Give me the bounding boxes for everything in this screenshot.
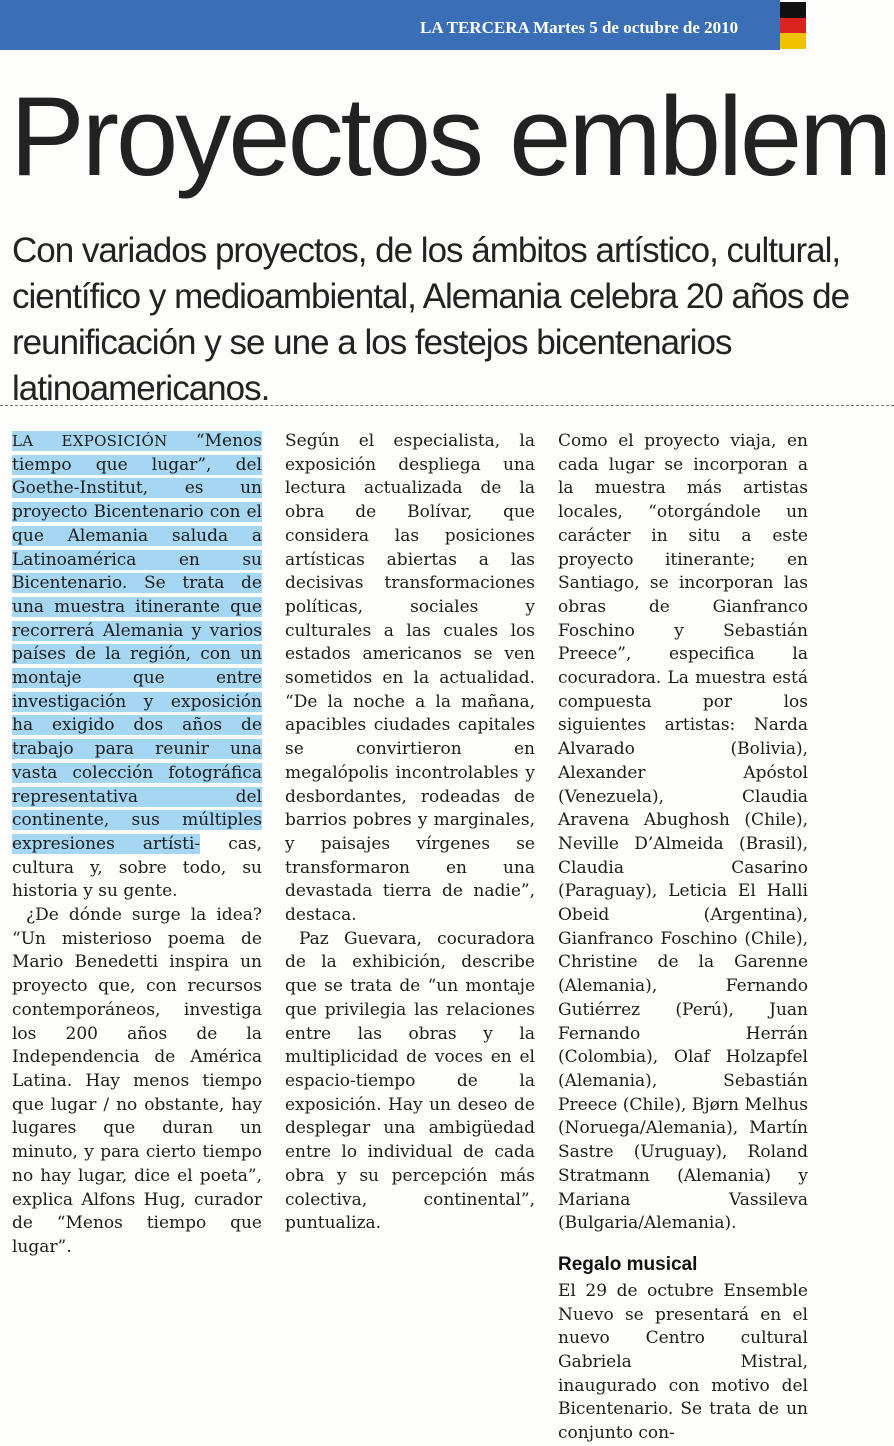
headline: Proyectos emblem: [10, 74, 890, 199]
lead-highlight-text: “Menos tiempo que lugar”, del Goethe-Institut, es un proyecto Bicentenario con el que Alemania saluda a Latinoamérica en su Bicentenario. Se trata de una muestra itinerante que recorrerá Alemania y varios países de la región, con un montaje que entre investigación y exposición ha exigido dos años de trabajo para reunir una vasta colección fotográfica representativa del continente, sus múltiples expresiones artísti-: [12, 431, 262, 854]
newspaper-name: LA TERCERA: [420, 18, 529, 37]
paragraph-2: ¿De dónde surge la idea? “Un misterioso poema de Mario Benedetti inspira un proyecto que, con recursos contemporáneos, investiga los 200 años de la Independencia de América Latina. Hay menos tiempo que lugar / no obstante, hay lugares que duran un minuto, y para cierto tiempo no hay lugar, dice el poeta”, explica Alfons Hug, curador de “Menos tiempo que lugar”.: [12, 905, 262, 1257]
article-column-2: [285, 430, 535, 1234]
lead-caps: LA EXPOSICIÓN: [12, 432, 168, 450]
section-header-band: [0, 0, 780, 50]
divider: [0, 405, 894, 406]
newspaper-dateline: [420, 18, 738, 38]
flag-stripe-black: [780, 2, 806, 18]
paragraph-continuation: Como el proyecto viaja, en cada lugar se incorporan a la muestra más artistas locales, “otorgándole un carácter in situ a este proyecto itinerante; en Santiago, se incorporan las obras de Gianfranco Foschino y Sebastián Preece”, especifica la cocuradora. La muestra está compuesta por los siguientes artistas: Narda Alvarado (Bolivia), Alexander Apóstol (Venezuela), Claudia Aravena Abughosh (Chile), Neville D’Almeida (Brasil), Claudia Casarino (Paraguay), Leticia El Halli Obeid (Argentina), Gianfranco Foschino (Chile), Christine de la Garenne (Alemania), Fernando Gutiérrez (Perú), Juan Fernando Herrán (Colombia), Olaf Holzapfel (Alemania), Sebastián Preece (Chile), Bjørn Melhus (Noruega/Alemania), Martín Sastre (Uruguay), Roland Stratmann (Alemania) y Mariana Vassileva (Bulgaria/Alemania).: [558, 431, 808, 1234]
lead-rest-text: cas, cultura y, sobre todo, su historia y su gente.: [12, 833, 262, 902]
publication-date: Martes 5 de octubre de 2010: [533, 18, 739, 37]
article-column-3: [558, 430, 808, 1444]
paragraph-4: Paz Guevara, cocuradora de la exhibición, describe que se trata de “un montaje que privilegia las relaciones entre las obras y la multiplicidad de voces en el espacio-tiempo de la exposición. Hay un deseo de desplegar una ambigüedad entre lo individual de cada obra y su percepción más colectiva, continental”, puntualiza.: [285, 928, 535, 1234]
flag-stripe-gold: [780, 33, 806, 49]
subhead-regalo-musical: Regalo musical: [558, 1253, 698, 1275]
highlighted-passage: [12, 431, 262, 854]
paragraph-6: El 29 de octubre Ensemble Nuevo se presentará en el nuevo Centro cultural Gabriela Mistral, inaugurado con motivo del Bicentenario. Se trata de un conjunto con-: [558, 1280, 808, 1444]
article-column-1: [12, 430, 262, 1257]
paragraph-continuation: Según el especialista, la exposición despliega una lectura actualizada de la obra de Bolívar, que considera las posiciones artísticas abiertas a las decisivas transformaciones políticas, sociales y culturales a las cuales los estados americanos se ven sometidos en la actualidad. “De la noche a la mañana, apacibles ciudades capitales se convirtieron en megalópolis incontrolables y desbordantes, rodeadas de barrios pobres y marginales, y paisajes vírgenes se transformaron en una devastada tierra de nadie”, destaca.: [285, 431, 535, 926]
deck-subtitle: Con variados proyectos, de los ámbitos artístico, cultural, científico y medioambiental, Alemania celebra 20 años de reunificación y se une a los festejos bicentenarios latinoamericanos.: [12, 231, 850, 408]
german-flag-icon: [780, 2, 806, 49]
lead-paragraph: [12, 430, 262, 904]
flag-stripe-red: [780, 18, 806, 34]
